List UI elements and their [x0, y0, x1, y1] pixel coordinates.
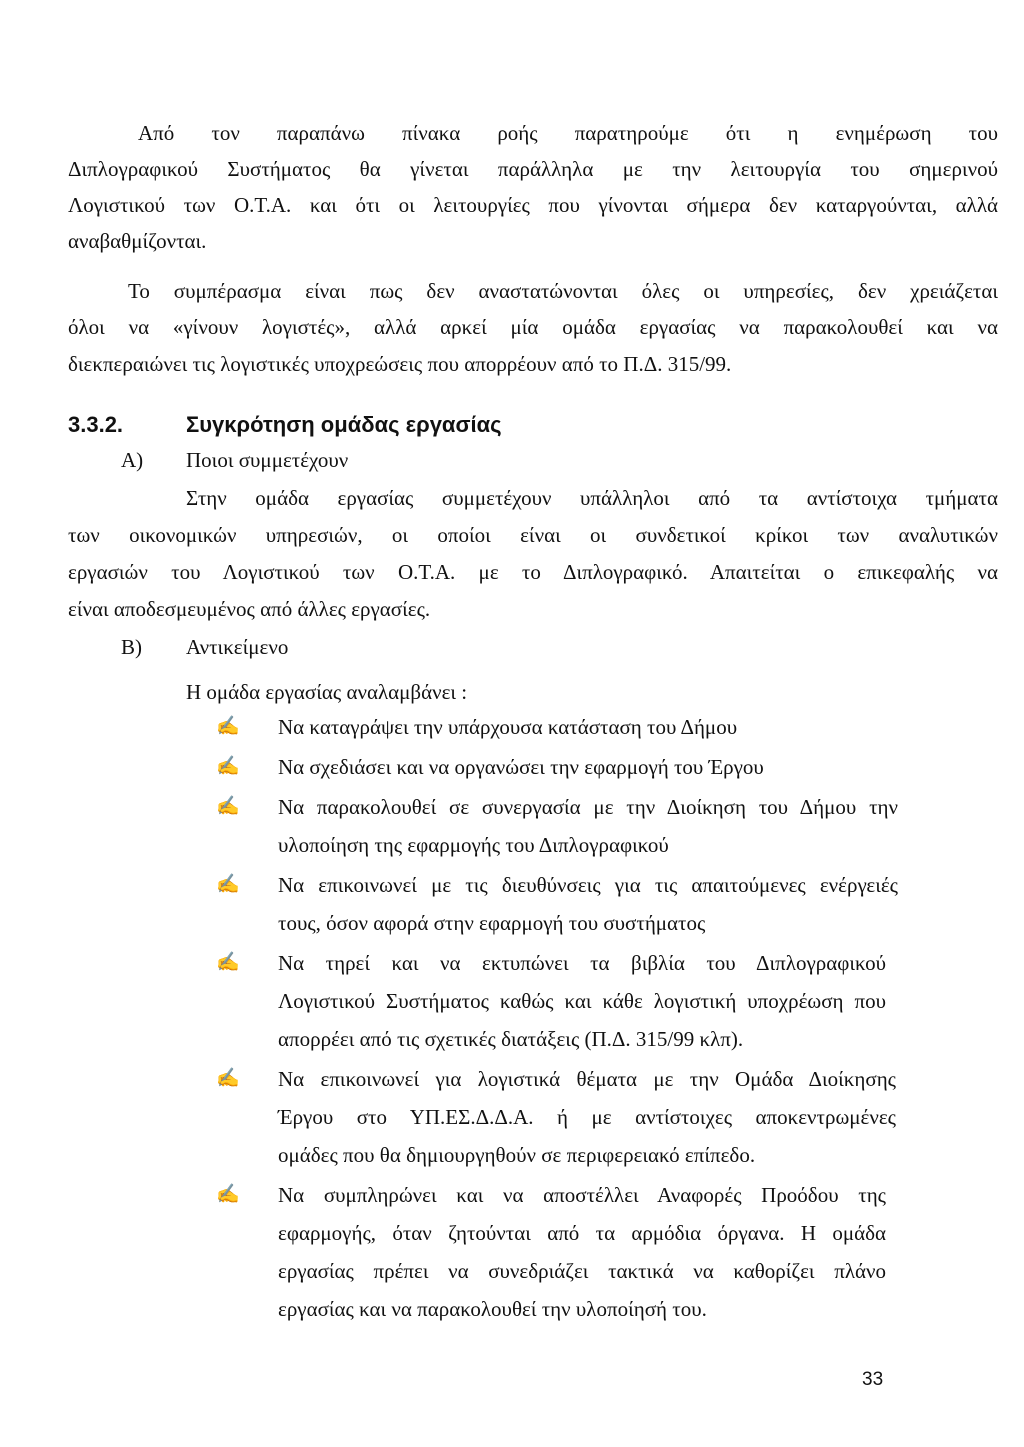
subsection-a-line-1: Στην ομάδα εργασίας συμμετέχουν υπάλληλοι από τα αντίστοιχα τμήματα	[186, 486, 998, 510]
subsection-b-letter: Β)	[121, 635, 142, 659]
bullet-6-line-2: Έργου στο ΥΠ.ΕΣ.Δ.Δ.Α. ή με αντίστοιχες αποκεντρωμένες	[278, 1105, 896, 1129]
bullet-7-line-2: εφαρμογής, όταν ζητούνται από τα αρμόδια όργανα. Η ομάδα	[278, 1221, 886, 1245]
intro-p1-line-3: Λογιστικού των Ο.Τ.Α. και ότι οι λειτουργίες που γίνονται σήμερα δεν καταργούνται, αλλά	[68, 193, 998, 217]
bullet-4-line-1: Να επικοινωνεί με τις διευθύνσεις για τις απαιτούμενες ενέργειές	[278, 873, 898, 897]
intro-p2-line-3: διεκπεραιώνει τις λογιστικές υποχρεώσεις που απορρέουν από το Π.Δ. 315/99.	[68, 352, 732, 376]
intro-p1-line-4: αναβαθμίζονται.	[68, 229, 207, 253]
bullet-5-line-2: Λογιστικού Συστήματος καθώς και κάθε λογιστική υποχρέωση που	[278, 989, 886, 1013]
subsection-a-line-4: είναι αποδεσμευμένος από άλλες εργασίες.	[68, 597, 431, 621]
subsection-b-intro: Η ομάδα εργασίας αναλαμβάνει :	[186, 680, 468, 704]
bullet-7-line-1: Να συμπληρώνει και να αποστέλλει Αναφορές Προόδου της	[278, 1183, 886, 1207]
writing-hand-bullet-icon: ✍	[216, 796, 240, 817]
section-number: 3.3.2.	[68, 412, 124, 437]
subsection-a-title: Ποιοι συμμετέχουν	[186, 448, 349, 472]
bullet-2-line-1: Να σχεδιάσει και να οργανώσει την εφαρμογή του Έργου	[278, 755, 764, 779]
bullet-1-line-1: Να καταγράψει την υπάρχουσα κατάσταση του Δήμου	[278, 715, 738, 739]
writing-hand-bullet-icon: ✍	[216, 756, 240, 777]
subsection-b-title: Αντικείμενο	[186, 635, 289, 659]
bullet-7-line-4: εργασίας και να παρακολουθεί την υλοποίησή του.	[278, 1297, 707, 1321]
bullet-4-line-2: τους, όσον αφορά στην εφαρμογή του συστήματος	[278, 911, 706, 935]
intro-p2-line-1: Το συμπέρασμα είναι πως δεν αναστατώνονται όλες οι υπηρεσίες, δεν χρειάζεται	[128, 279, 998, 303]
writing-hand-bullet-icon: ✍	[216, 952, 240, 973]
intro-p2-line-2: όλοι να «γίνουν λογιστές», αλλά αρκεί μία ομάδα εργασίας να παρακολουθεί και να	[68, 315, 998, 339]
bullet-7-line-3: εργασίας πρέπει να συνεδριάζει τακτικά να καθορίζει πλάνο	[278, 1259, 886, 1283]
page-number: 33	[862, 1369, 884, 1390]
bullet-5-line-1: Να τηρεί και να εκτυπώνει τα βιβλία του Διπλογραφικού	[278, 951, 886, 975]
bullet-3-line-1: Να παρακολουθεί σε συνεργασία με την Διοίκηση του Δήμου την	[278, 795, 898, 819]
writing-hand-bullet-icon: ✍	[216, 1184, 240, 1205]
subsection-a-line-3: εργασιών του Λογιστικού των Ο.Τ.Α. με το Διπλογραφικό. Απαιτείται ο επικεφαλής να	[68, 560, 998, 584]
section-title: Συγκρότηση ομάδας εργασίας	[186, 412, 502, 437]
writing-hand-bullet-icon: ✍	[216, 874, 240, 895]
intro-p1-line-2: Διπλογραφικού Συστήματος θα γίνεται παράλληλα με την λειτουργία του σημερινού	[68, 157, 998, 181]
writing-hand-bullet-icon: ✍	[216, 716, 240, 737]
bullet-6-line-1: Να επικοινωνεί για λογιστικά θέματα με την Ομάδα Διοίκησης	[278, 1067, 896, 1091]
subsection-a-letter: Α)	[121, 448, 144, 472]
subsection-a-line-2: των οικονομικών υπηρεσιών, οι οποίοι είναι οι συνδετικοί κρίκοι των αναλυτικών	[68, 523, 998, 547]
intro-p1-line-1: Από τον παραπάνω πίνακα ροής παρατηρούμε ότι η ενημέρωση του	[138, 121, 998, 145]
bullet-3-line-2: υλοποίηση της εφαρμογής του Διπλογραφικού	[278, 833, 669, 857]
writing-hand-bullet-icon: ✍	[216, 1068, 240, 1089]
bullet-6-line-3: ομάδες που θα δημιουργηθούν σε περιφερειακό επίπεδο.	[278, 1143, 756, 1167]
bullet-5-line-3: απορρέει από τις σχετικές διατάξεις (Π.Δ. 315/99 κλπ).	[278, 1027, 744, 1051]
